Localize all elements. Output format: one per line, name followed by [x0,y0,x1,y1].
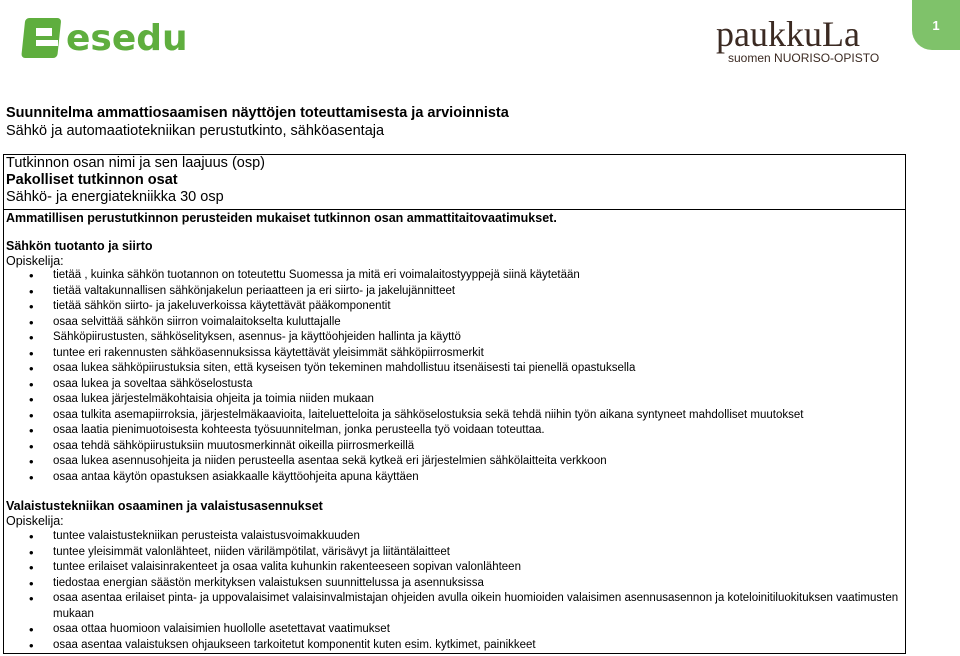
list-item: • tietää sähkön siirto- ja jakeluverkoissa käytettävät pääkomponentit [0,299,900,315]
section-label-1: Opiskelija: [6,254,64,268]
svg-text:paukkuLa: paukkuLa [716,14,860,54]
list-item: • osaa ottaa huomioon valaisimien huollolle asetettavat vaatimukset [0,622,900,638]
list-item: • tietää , kuinka sähkön tuotannon on toteutettu Suomessa ja mitä eri voimalaitostyyppejä siinä käytetään [0,268,900,284]
list-item: • tuntee eri rakennusten sähköasennuksissa käytettävät yleisimmät sähköpiirrosmerkit [0,346,900,362]
list-item: • osaa lukea sähköpiirustuksia siten, että kyseisen työn tekeminen mahdollistuu itsenäisesti tai pienellä opastuksella [0,361,900,377]
svg-text:esedu: esedu [66,18,188,59]
page-number-badge [912,0,960,50]
header-line-3: Sähkö- ja energiatekniikka 30 osp [6,189,224,205]
list-item: • osaa lukea järjestelmäkohtaisia ohjeita ja toimia niiden mukaan [0,392,900,408]
list-item: • osaa tehdä sähköpiirustuksiin muutosmerkinnät oikeilla piirrosmerkeillä [0,439,900,455]
header-line-4: Ammatillisen perustutkinnon perusteiden mukaiset tutkinnon osan ammattitaitovaatimukset. [6,211,557,225]
section-list-1 [0,268,900,485]
list-item: • Sähköpiirustusten, sähköselityksen, asennus- ja käyttöohjeiden hallinta ja käyttö [0,330,900,346]
svg-text:suomen NUORISO-OPISTO: suomen NUORISO-OPISTO [728,51,880,65]
list-item: • osaa lukea asennusohjeita ja niiden perusteella asentaa sekä kytkeä eri järjestelmien sähkölaitteita verkkoon [0,454,900,470]
list-item: • osaa antaa käytön opastuksen asiakkaalle käyttöohjeita apuna käyttäen [0,470,900,486]
list-item: • osaa asentaa erilaiset pinta- ja uppovalaisimet valaisinvalmistajan ohjeiden avulla oikein huomioiden valaisimen asennusasennon ja koteloinitiluokituksen vaatimusten mukaan [0,591,900,622]
section-title-1: Sähkön tuotanto ja siirto [6,239,153,253]
document-subtitle: Sähkö ja automaatiotekniikan perustutkinto, sähköasentaja [6,123,385,139]
header-line-1: Tutkinnon osan nimi ja sen laajuus (osp) [6,155,265,171]
list-item: • osaa selvittää sähkön siirron voimalaitokselta kuluttajalle [0,315,900,331]
list-item: • tuntee erilaiset valaisinrakenteet ja osaa valita kuhunkin rakenteeseen sopivan valonlähteen [0,560,900,576]
page-number: 1 [932,17,940,33]
list-item: • osaa tulkita asemapiirroksia, järjestelmäkaavioita, laiteluetteloita ja sähköselostuksia sekä tehdä niihin työn aikana syntyneet mahdolliset muutokset [0,408,900,424]
paukkula-logo [716,14,896,71]
section-list-2 [0,529,900,653]
header-line-2: Pakolliset tutkinnon osat [6,172,178,188]
list-item: • tuntee yleisimmät valonlähteet, niiden värilämpötilat, värisävyt ja liitäntälaitteet [0,545,900,561]
list-item: • tietää valtakunnallisen sähkönjakelun periaatteen ja eri siirto- ja jakelujännitteet [0,284,900,300]
section-title-2: Valaistustekniikan osaaminen ja valaistusasennukset [6,499,323,513]
list-item: • osaa laatia pienimuotoisesta kohteesta työsuunnitelman, jonka perusteella työ voidaan toteuttaa. [0,423,900,439]
section-label-2: Opiskelija: [6,514,64,528]
esedu-logo [24,12,188,69]
list-item: • tiedostaa energian säästön merkityksen valaistuksen suunnittelussa ja asennuksissa [0,576,900,592]
list-item: • osaa asentaa valaistuksen ohjaukseen tarkoitetut komponentit kuten esim. kytkimet, painikkeet [0,638,900,654]
document-title: Suunnitelma ammattiosaamisen näyttöjen toteuttamisesta ja arvioinnista [6,105,509,121]
list-item: • tuntee valaistustekniikan perusteista valaistusvoimakkuuden [0,529,900,545]
list-item: • osaa lukea ja soveltaa sähköselostusta [0,377,900,393]
